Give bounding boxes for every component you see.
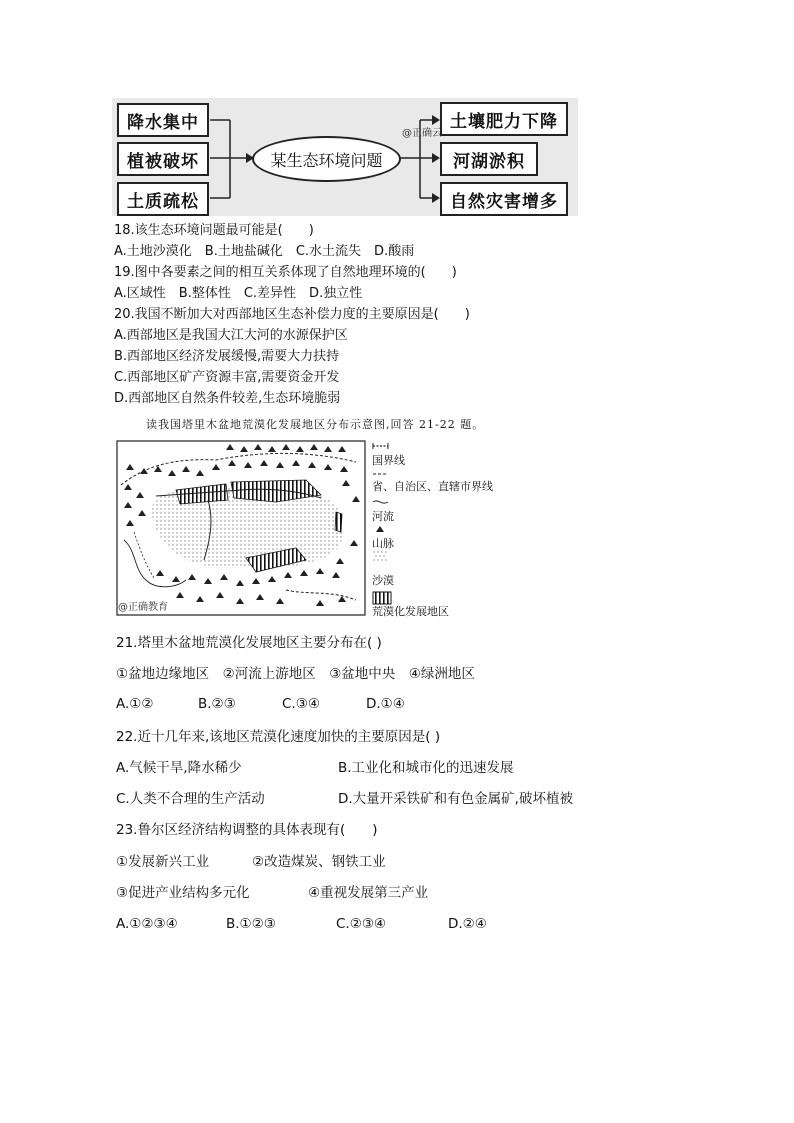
tarim-map: [116, 440, 366, 616]
q20-option-c: C.西部地区矿产资源丰富,需要资金开发: [114, 370, 340, 385]
flow-diagram: [112, 98, 578, 216]
map-caption: 读我国塔里木盆地荒漠化发展地区分布示意图,回答 21-22 题。: [146, 418, 485, 431]
q23-option-c: C.②③④: [336, 916, 387, 932]
legend-province-border: 省、自治区、直辖市界线: [372, 480, 493, 493]
effect-box-3: 自然灾害增多: [440, 182, 568, 216]
q21-option-b: B.②③: [198, 696, 236, 712]
q21-option-c: C.③④: [282, 696, 320, 712]
q20-option-d: D.西部地区自然条件较差,生态环境脆弱: [114, 391, 341, 406]
q23-item-1: ①发展新兴工业: [116, 854, 210, 870]
q22-option-b: B.工业化和城市化的迅速发展: [338, 760, 514, 776]
q22-option-a: A.气候干旱,降水稀少: [116, 760, 242, 776]
q20-option-b: B.西部地区经济发展缓慢,需要大力扶持: [114, 349, 340, 364]
effect-box-2: 河湖淤积: [440, 142, 538, 176]
q23-stem: 23.鲁尔区经济结构调整的具体表现有( ): [116, 822, 378, 838]
legend-river: 河流: [372, 510, 394, 523]
q23-option-d: D.②④: [448, 916, 487, 932]
q21-option-a: A.①②: [116, 696, 154, 712]
legend-desert: 沙漠: [372, 574, 394, 587]
cause-box-2: 植被破坏: [117, 142, 209, 176]
q23-item-3: ③促进产业结构多元化: [116, 885, 250, 901]
q21-stem: 21.塔里木盆地荒漠化发展地区主要分布在( ): [116, 635, 382, 651]
q18-options: A.土地沙漠化 B.土地盐碱化 C.水土流失 D.酸雨: [114, 244, 415, 259]
map-legend: [370, 440, 500, 620]
map-watermark: @正确教育: [118, 602, 168, 613]
q23-item-4: ④重视发展第三产业: [308, 885, 429, 901]
legend-desertification-area: 荒漠化发展地区: [372, 605, 449, 618]
cause-box-1: 降水集中: [117, 103, 209, 137]
legend-mountain: 山脉: [372, 537, 394, 550]
diagram-watermark: @正确云: [402, 128, 442, 139]
q18-stem: 18.该生态环境问题最可能是( ): [114, 223, 314, 238]
q22-option-c: C.人类不合理的生产活动: [116, 791, 265, 807]
q21-option-d: D.①④: [366, 696, 405, 712]
effect-box-1: 土壤肥力下降: [440, 102, 568, 136]
q19-options: A.区域性 B.整体性 C.差异性 D.独立性: [114, 286, 363, 301]
q23-option-b: B.①②③: [226, 916, 276, 932]
tarim-map-drawing: [116, 440, 366, 616]
q23-option-a: A.①②③④: [116, 916, 178, 932]
center-problem-oval: 某生态环境问题: [252, 136, 401, 182]
q23-item-2: ②改造煤炭、钢铁工业: [252, 854, 386, 870]
q22-stem: 22.近十几年来,该地区荒漠化速度加快的主要原因是( ): [116, 729, 441, 745]
legend-national-border: 国界线: [372, 454, 405, 467]
q20-option-a: A.西部地区是我国大江大河的水源保护区: [114, 328, 348, 343]
q19-stem: 19.图中各要素之间的相互关系体现了自然地理环境的( ): [114, 265, 457, 280]
q20-stem: 20.我国不断加大对西部地区生态补偿力度的主要原因是( ): [114, 307, 470, 322]
q21-items: ①盆地边缘地区 ②河流上游地区 ③盆地中央 ④绿洲地区: [116, 666, 475, 682]
q22-option-d: D.大量开采铁矿和有色金属矿,破坏植被: [338, 791, 573, 807]
cause-box-3: 土质疏松: [117, 182, 209, 216]
